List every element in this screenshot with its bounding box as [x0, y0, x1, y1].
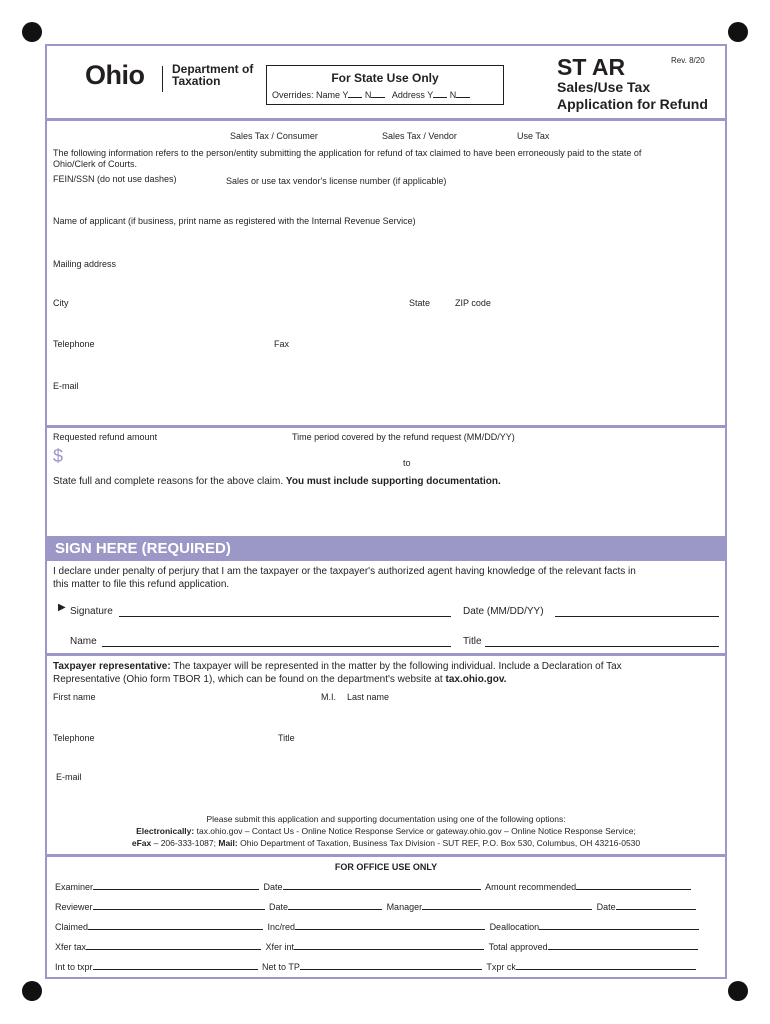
registration-mark-bottom-left: [22, 981, 42, 1001]
rep-email-field[interactable]: E-mail: [56, 772, 82, 782]
tax-type-vendor-option[interactable]: Sales Tax / Vendor: [382, 131, 457, 141]
form-title-line2: Application for Refund: [557, 96, 708, 112]
refund-application-form: [45, 44, 727, 979]
ohio-logo: Ohio: [85, 60, 145, 90]
int-to-txpr-line[interactable]: [93, 969, 258, 970]
overrides-label: Overrides: Name Y: [272, 90, 349, 100]
net-to-tp-label: Net to TP: [262, 962, 300, 972]
refund-amount-label: Requested refund amount: [53, 432, 158, 442]
form-code: ST AR: [557, 54, 626, 80]
registration-mark-bottom-right: [728, 981, 748, 1001]
manager-line[interactable]: [422, 909, 592, 910]
submit-line3: [47, 838, 725, 848]
office-row-5: [55, 962, 696, 972]
office-date3-label: Date: [596, 902, 616, 912]
state-use-box: [266, 65, 504, 105]
signature-label: Signature: [70, 606, 113, 617]
sign-divider: [47, 653, 725, 656]
overrides-n1: N: [364, 90, 372, 100]
xfer-tax-label: Xfer tax: [55, 942, 87, 952]
mail-label: Mail:: [218, 838, 238, 848]
sign-date-label: Date (MM/DD/YY): [463, 606, 544, 617]
net-to-tp-line[interactable]: [300, 969, 482, 970]
taxation-line: Taxation: [172, 74, 221, 88]
manager-label: Manager: [386, 902, 423, 912]
email-field[interactable]: E-mail: [53, 381, 79, 391]
total-approved-line[interactable]: [548, 949, 698, 950]
total-approved-label: Total approved: [488, 942, 548, 952]
header-divider: [47, 118, 725, 121]
telephone-field[interactable]: Telephone: [53, 339, 95, 349]
claimed-line[interactable]: [88, 929, 263, 930]
representative-website-link[interactable]: tax.ohio.gov.: [445, 674, 507, 685]
reviewer-line[interactable]: [93, 909, 265, 910]
reasons-text-area[interactable]: [53, 492, 721, 532]
sign-title-line[interactable]: [485, 646, 719, 647]
override-name-n-field[interactable]: [371, 97, 385, 98]
representative-label: Taxpayer representative:: [53, 661, 171, 672]
sign-date-line[interactable]: [555, 616, 719, 617]
overrides-n2: N: [449, 90, 457, 100]
int-to-txpr-label: Int to txpr: [55, 962, 93, 972]
tax-type-use-option[interactable]: Use Tax: [517, 131, 550, 141]
state-use-title: For State Use Only: [331, 71, 439, 85]
logo-divider: [162, 66, 163, 92]
amount-recommended-line[interactable]: [576, 889, 691, 890]
xfer-int-label: Xfer int: [265, 942, 295, 952]
sign-here-banner: SIGN HERE (REQUIRED): [47, 536, 725, 561]
reasons-text: State full and complete reasons for the above claim.: [53, 476, 284, 487]
department-label: [172, 63, 253, 87]
office-date1-line[interactable]: [283, 889, 481, 890]
reviewer-label: Reviewer: [55, 902, 93, 912]
sign-title-label: Title: [463, 636, 482, 647]
rep-title-field[interactable]: Title: [278, 733, 295, 743]
rep-first-name-field[interactable]: First name: [53, 692, 96, 702]
office-date2-line[interactable]: [288, 909, 382, 910]
examiner-label: Examiner: [55, 882, 94, 892]
office-date3-line[interactable]: [616, 909, 696, 910]
deallocation-label: Deallocation: [489, 922, 540, 932]
txpr-ck-label: Txpr ck: [486, 962, 516, 972]
office-row-3: [55, 922, 699, 932]
xfer-int-line[interactable]: [294, 949, 484, 950]
office-row-4: [55, 942, 698, 952]
intro-text-line2: Ohio/Clerk of Courts.: [53, 159, 138, 169]
xfer-tax-line[interactable]: [86, 949, 261, 950]
period-to-label: to: [403, 458, 411, 468]
fax-field[interactable]: Fax: [274, 339, 290, 349]
mailing-address-field[interactable]: Mailing address: [53, 259, 117, 269]
efax-text: – 206-333-1087;: [153, 838, 216, 848]
representative-text-2: Representative (Ohio form TBOR 1), which can be found on the department's website at: [53, 674, 443, 685]
city-field[interactable]: City: [53, 298, 69, 308]
reasons-label: [53, 476, 501, 487]
txpr-ck-line[interactable]: [516, 969, 696, 970]
override-address-n-field[interactable]: [456, 97, 470, 98]
department-line: Department of: [172, 62, 254, 76]
representative-text: The taxpayer will be represented in the matter by the following individual. Include a Declaration of Tax: [173, 661, 622, 672]
electronically-text: tax.ohio.gov – Contact Us - Online Notice Response Service or gateway.ohio.gov – Online Notice Response Service;: [196, 826, 636, 836]
submit-line1: Please submit this application and supporting documentation using one of the following options:: [206, 814, 566, 824]
representative-line2: [53, 674, 506, 685]
office-date2-label: Date: [269, 902, 289, 912]
rep-last-name-field[interactable]: Last name: [347, 692, 390, 702]
applicant-divider: [47, 425, 725, 428]
vendor-license-field[interactable]: Sales or use tax vendor's license number (if applicable): [226, 176, 447, 186]
override-address-y-field[interactable]: [433, 97, 447, 98]
representative-line1: [53, 661, 622, 672]
office-row-2: [55, 902, 696, 912]
incred-line[interactable]: [295, 929, 485, 930]
revision-date: Rev. 8/20: [671, 56, 705, 65]
declaration-line2: this matter to file this refund application.: [53, 579, 230, 590]
amount-recommended-label: Amount recommended: [485, 882, 577, 892]
office-divider: [47, 854, 725, 857]
registration-mark-top-left: [22, 22, 42, 42]
signature-line[interactable]: [119, 616, 451, 617]
zip-code-field[interactable]: ZIP code: [455, 298, 491, 308]
sign-name-line[interactable]: [102, 646, 451, 647]
office-date1-label: Date: [263, 882, 283, 892]
examiner-line[interactable]: [93, 889, 259, 890]
intro-text-line1: The following information refers to the person/entity submitting the application for refund of tax claimed to have been erroneously paid to the state of: [53, 148, 642, 158]
dollar-sign: $: [53, 446, 64, 466]
form-title-line1: Sales/Use Tax: [557, 79, 651, 95]
rep-telephone-field[interactable]: Telephone: [53, 733, 95, 743]
sign-name-label: Name: [70, 636, 97, 647]
office-use-title: FOR OFFICE USE ONLY: [334, 862, 438, 872]
override-name-y-field[interactable]: [348, 97, 362, 98]
incred-label: Inc/red: [267, 922, 296, 932]
claimed-label: Claimed: [55, 922, 89, 932]
time-period-label: Time period covered by the refund request (MM/DD/YY): [292, 432, 515, 442]
submit-line2: [47, 826, 725, 836]
deallocation-line[interactable]: [539, 929, 699, 930]
office-row-1: [55, 882, 691, 892]
efax-label: eFax: [131, 838, 152, 848]
signature-arrow-icon: ▶: [58, 602, 66, 613]
registration-mark-top-right: [728, 22, 748, 42]
rep-mi-field[interactable]: M.I.: [321, 692, 336, 702]
fein-ssn-field[interactable]: FEIN/SSN (do not use dashes): [53, 174, 177, 184]
declaration-line1: I declare under penalty of perjury that I am the taxpayer or the taxpayer's authorized agent having knowledge of the relevant facts in: [53, 566, 636, 577]
applicant-name-field[interactable]: Name of applicant (if business, print name as registered with the Internal Revenue Service): [53, 216, 416, 226]
overrides-address: Address Y: [391, 90, 434, 100]
tax-type-consumer-option[interactable]: Sales Tax / Consumer: [230, 131, 318, 141]
electronically-label: Electronically:: [136, 826, 195, 836]
reasons-required-note: You must include supporting documentation.: [285, 476, 501, 487]
refund-amount-input[interactable]: [69, 449, 269, 465]
mail-text: Ohio Department of Taxation, Business Tax Division - SUT REF, P.O. Box 530, Columbus, OH 43216-0530: [240, 838, 641, 848]
state-field[interactable]: State: [409, 298, 431, 308]
overrides-row: [272, 90, 470, 100]
